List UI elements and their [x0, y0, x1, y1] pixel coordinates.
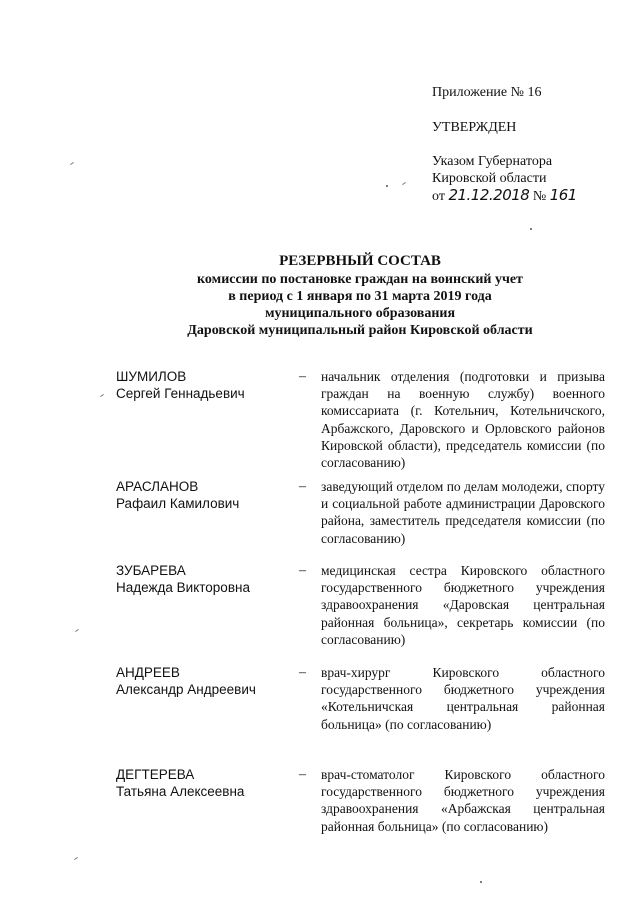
- member-given-name: Александр Андреевич: [116, 682, 256, 697]
- member-surname: АНДРЕЕВ: [116, 665, 180, 680]
- member-name: [116, 478, 286, 512]
- scan-speck: [386, 185, 388, 187]
- member-dash: –: [299, 563, 306, 578]
- document-title: [100, 253, 620, 339]
- title-line-1: РЕЗЕРВНЫЙ СОСТАВ: [279, 253, 441, 269]
- title-line-4: муниципального образования: [264, 306, 456, 321]
- member-given-name: Татьяна Алексеевна: [116, 784, 245, 799]
- scan-mark: [70, 162, 74, 165]
- scan-mark: [100, 394, 104, 397]
- member-description: начальник отделения (подготовки и призыва граждан на военную службу) военного комиссариата (г. Котельнич, Котельничского, Арбажского, Даровского и Орловского районов Кировской области), председатель комиссии (по согласованию): [321, 369, 605, 471]
- decree-line-1: Указом Губернатора: [432, 154, 553, 169]
- date-prefix: от: [432, 189, 445, 204]
- member-name: [116, 664, 286, 698]
- member-given-name: Рафаил Камилович: [116, 496, 240, 511]
- approved-label: УТВЕРЖДЕН: [432, 120, 517, 135]
- scan-speck: [530, 228, 532, 230]
- member-dash: –: [299, 767, 306, 782]
- scan-mark: [74, 857, 78, 860]
- member-surname: ДЕГТЕРЕВА: [116, 767, 195, 782]
- member-description: врач-хирург Кировского областного государственного бюджетного учреждения «Котельничская центральная районная больница» (по согласованию): [321, 665, 605, 732]
- member-name: [116, 766, 286, 800]
- appendix-number: Приложение № 16: [432, 85, 542, 100]
- title-line-5: Даровской муниципальный район Кировской области: [187, 323, 533, 338]
- number-sign: №: [532, 189, 547, 204]
- member-dash: –: [299, 665, 306, 680]
- member-name: [116, 368, 286, 402]
- title-line-2: комиссии по постановке граждан на воинский учет: [197, 272, 523, 287]
- member-surname: ЗУБАРЕВА: [116, 563, 186, 578]
- member-description: врач-стоматолог Кировского областного государственного бюджетного учреждения здравоохранения «Арбажская центральная районная больница» (по согласованию): [321, 767, 605, 834]
- member-description: заведующий отделом по делам молодежи, спорту и социальной работе администрации Даровского района, заместитель председателя комиссии (по согласованию): [321, 479, 605, 546]
- decree-date-line: [432, 187, 622, 205]
- member-surname: АРАСЛАНОВ: [116, 479, 199, 494]
- decree-line-2: Кировской области: [432, 171, 547, 186]
- approval-header: [432, 84, 622, 205]
- scan-mark: [402, 182, 406, 185]
- member-dash: –: [299, 479, 306, 494]
- scan-speck: [480, 881, 482, 883]
- member-description: медицинская сестра Кировского областного государственного бюджетного учреждения здравоохранения «Даровская центральная районная больница», секретарь комиссии (по согласованию): [321, 563, 605, 647]
- handwritten-number: 161: [549, 186, 577, 204]
- title-line-3: в период с 1 января по 31 марта 2019 года: [228, 289, 492, 304]
- member-dash: –: [299, 369, 306, 384]
- member-name: [116, 562, 286, 596]
- member-given-name: Сергей Геннадьевич: [116, 386, 245, 401]
- scan-mark: [75, 629, 79, 632]
- member-surname: ШУМИЛОВ: [116, 369, 187, 384]
- member-given-name: Надежда Викторовна: [116, 580, 250, 595]
- handwritten-date: 21.12.2018: [448, 186, 530, 204]
